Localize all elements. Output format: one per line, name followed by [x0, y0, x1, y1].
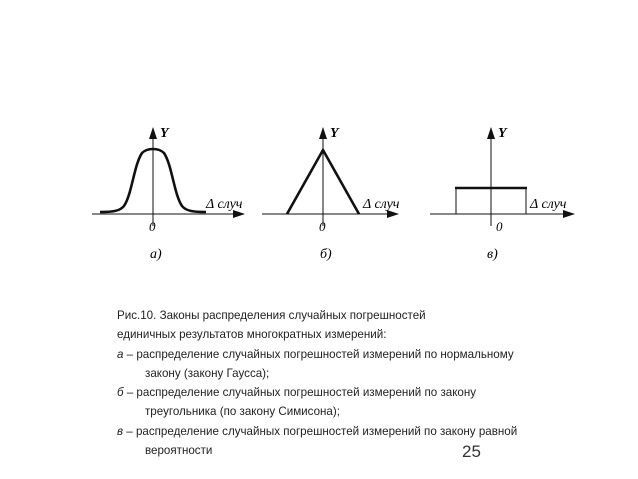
- panel-c-uniform: [430, 126, 574, 262]
- caption-item-c-text: – распределение случайных погрешностей измерений по закону равной: [123, 424, 518, 438]
- panel-a-x-label: Δ случ: [206, 197, 243, 212]
- panel-c-origin-label: 0: [496, 219, 503, 234]
- panel-a-origin-label: 0: [149, 219, 156, 234]
- page-number: 25: [462, 442, 481, 461]
- panel-c-label: в): [487, 247, 498, 262]
- panel-b-y-label: Y: [330, 126, 339, 141]
- panel-a-label: а): [150, 247, 162, 262]
- panel-c-y-label: Y: [498, 126, 507, 141]
- caption-item-a-continuation: закону (закону Гаусса);: [145, 366, 270, 380]
- caption-item-b-letter: б: [117, 386, 124, 400]
- figure-caption: [117, 306, 577, 460]
- panel-b-origin-label: 0: [319, 219, 326, 234]
- caption-item-b-text: – распределение случайных погрешностей измерений по закону: [123, 386, 477, 400]
- caption-title-line-1: Рис.10. Законы распределения случайных погрешностей: [117, 309, 426, 322]
- caption-title-line-2: единичных результатов многократных измерений:: [117, 328, 387, 342]
- caption-item-c: [117, 422, 577, 441]
- panel-a-y-label: Y: [160, 126, 169, 141]
- panel-a-normal: [92, 126, 244, 262]
- caption-item-a-letter: а: [117, 347, 124, 361]
- caption-item-c-letter: в: [117, 424, 124, 438]
- caption-item-a: [117, 345, 577, 364]
- panel-b-x-label: Δ случ: [363, 197, 400, 212]
- caption-item-b-continuation: треугольника (по закону Симисона);: [145, 405, 340, 419]
- caption-item-a-text: – распределение случайных погрешностей измерений по нормальному: [123, 347, 514, 361]
- panel-b-label: б): [320, 247, 332, 262]
- panel-b-triangular: [262, 126, 400, 262]
- panel-c-x-label: Δ случ: [530, 197, 567, 212]
- caption-item-c-continuation: вероятности: [145, 444, 213, 458]
- caption-item-b: [117, 383, 577, 402]
